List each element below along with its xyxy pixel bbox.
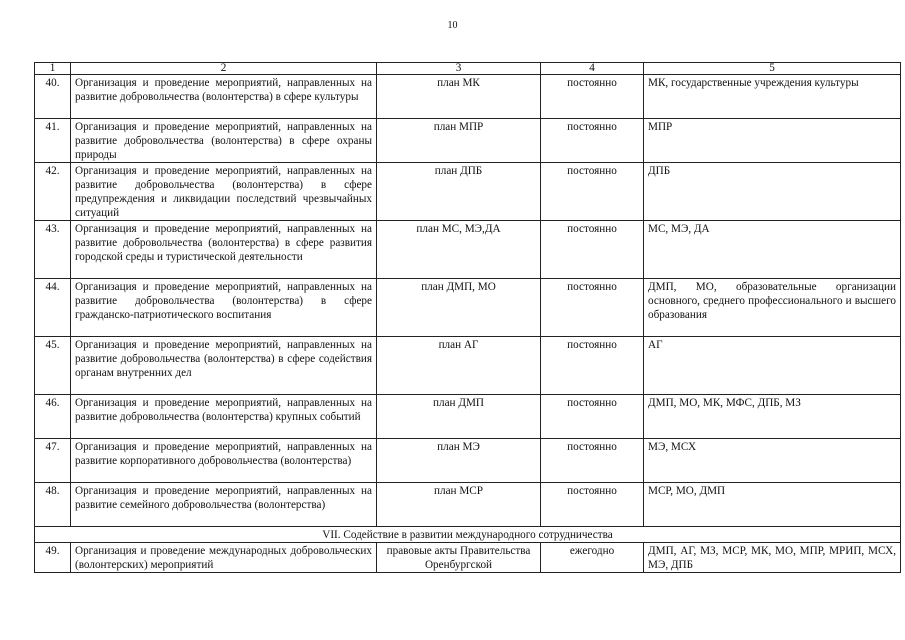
activity-description: Организация и проведение мероприятий, направленных на развитие добровольчества (волонтерства) в сфере охраны природы: [71, 119, 377, 163]
activity-description: Организация и проведение мероприятий, направленных на развитие добровольчества (волонтерства) в сфере гражданско-патриотического воспитания: [71, 279, 377, 337]
deadline: постоянно: [541, 221, 644, 279]
section-header-row: [35, 527, 901, 543]
column-header-4: 4: [541, 63, 644, 75]
implementation-document: план МЭ: [377, 439, 541, 483]
table-row: [35, 483, 901, 527]
row-number: 41.: [35, 119, 71, 163]
row-number: 42.: [35, 163, 71, 221]
column-header-3: 3: [377, 63, 541, 75]
action-plan-table: [34, 62, 901, 573]
column-header-2: 2: [71, 63, 377, 75]
activity-description: Организация и проведение мероприятий, направленных на развитие добровольчества (волонтерства) крупных событий: [71, 395, 377, 439]
implementation-document: план МК: [377, 75, 541, 119]
responsible-executors: МПР: [644, 119, 901, 163]
implementation-document: план МС, МЭ,ДА: [377, 221, 541, 279]
deadline: постоянно: [541, 279, 644, 337]
row-number: 44.: [35, 279, 71, 337]
activity-description: Организация и проведение международных добровольческих (волонтерских) мероприятий: [71, 543, 377, 573]
row-number: 48.: [35, 483, 71, 527]
implementation-document: план МСР: [377, 483, 541, 527]
table-row: [35, 439, 901, 483]
responsible-executors: МЭ, МСХ: [644, 439, 901, 483]
responsible-executors: АГ: [644, 337, 901, 395]
responsible-executors: ДМП, МО, МК, МФС, ДПБ, МЗ: [644, 395, 901, 439]
deadline: постоянно: [541, 75, 644, 119]
activity-description: Организация и проведение мероприятий, направленных на развитие добровольчества (волонтерства) в сфере культуры: [71, 75, 377, 119]
page-number: 10: [447, 20, 458, 31]
implementation-document: план ДМП: [377, 395, 541, 439]
row-number: 46.: [35, 395, 71, 439]
deadline: постоянно: [541, 163, 644, 221]
deadline: постоянно: [541, 395, 644, 439]
responsible-executors: МК, государственные учреждения культуры: [644, 75, 901, 119]
table-row: [35, 75, 901, 119]
table-row: [35, 337, 901, 395]
table-row: [35, 279, 901, 337]
deadline: постоянно: [541, 119, 644, 163]
column-number-row: [35, 63, 901, 75]
implementation-document: план ДПБ: [377, 163, 541, 221]
deadline: постоянно: [541, 337, 644, 395]
implementation-document: правовые акты Правительства Оренбургской: [377, 543, 541, 573]
table-row: [35, 221, 901, 279]
table-row: [35, 119, 901, 163]
activity-description: Организация и проведение мероприятий, направленных на развитие добровольчества (волонтерства) в сфере развития городской среды и туристической деятельности: [71, 221, 377, 279]
responsible-executors: ДПБ: [644, 163, 901, 221]
row-number: 45.: [35, 337, 71, 395]
implementation-document: план АГ: [377, 337, 541, 395]
table-row: [35, 163, 901, 221]
column-header-5: 5: [644, 63, 901, 75]
activity-description: Организация и проведение мероприятий, направленных на развитие корпоративного добровольчества (волонтерства): [71, 439, 377, 483]
table-row: [35, 543, 901, 573]
implementation-document: план МПР: [377, 119, 541, 163]
responsible-executors: ДМП, АГ, МЗ, МСР, МК, МО, МПР, МРИП, МСХ, МЭ, ДПБ: [644, 543, 901, 573]
row-number: 47.: [35, 439, 71, 483]
deadline: ежегодно: [541, 543, 644, 573]
implementation-document: план ДМП, МО: [377, 279, 541, 337]
row-number: 43.: [35, 221, 71, 279]
activity-description: Организация и проведение мероприятий, направленных на развитие семейного добровольчества (волонтерства): [71, 483, 377, 527]
deadline: постоянно: [541, 483, 644, 527]
responsible-executors: МСР, МО, ДМП: [644, 483, 901, 527]
section-title: VII. Содействие в развитии международного сотрудничества: [35, 527, 901, 543]
table-row: [35, 395, 901, 439]
responsible-executors: МС, МЭ, ДА: [644, 221, 901, 279]
row-number: 40.: [35, 75, 71, 119]
column-header-1: 1: [35, 63, 71, 75]
row-number: 49.: [35, 543, 71, 573]
activity-description: Организация и проведение мероприятий, направленных на развитие добровольчества (волонтерства) в сфере содействия органам внутренних дел: [71, 337, 377, 395]
activity-description: Организация и проведение мероприятий, направленных на развитие добровольчества (волонтерства) в сфере предупреждения и ликвидации последствий чрезвычайных ситуаций: [71, 163, 377, 221]
deadline: постоянно: [541, 439, 644, 483]
responsible-executors: ДМП, МО, образовательные организации основного, среднего профессионального и высшего образования: [644, 279, 901, 337]
